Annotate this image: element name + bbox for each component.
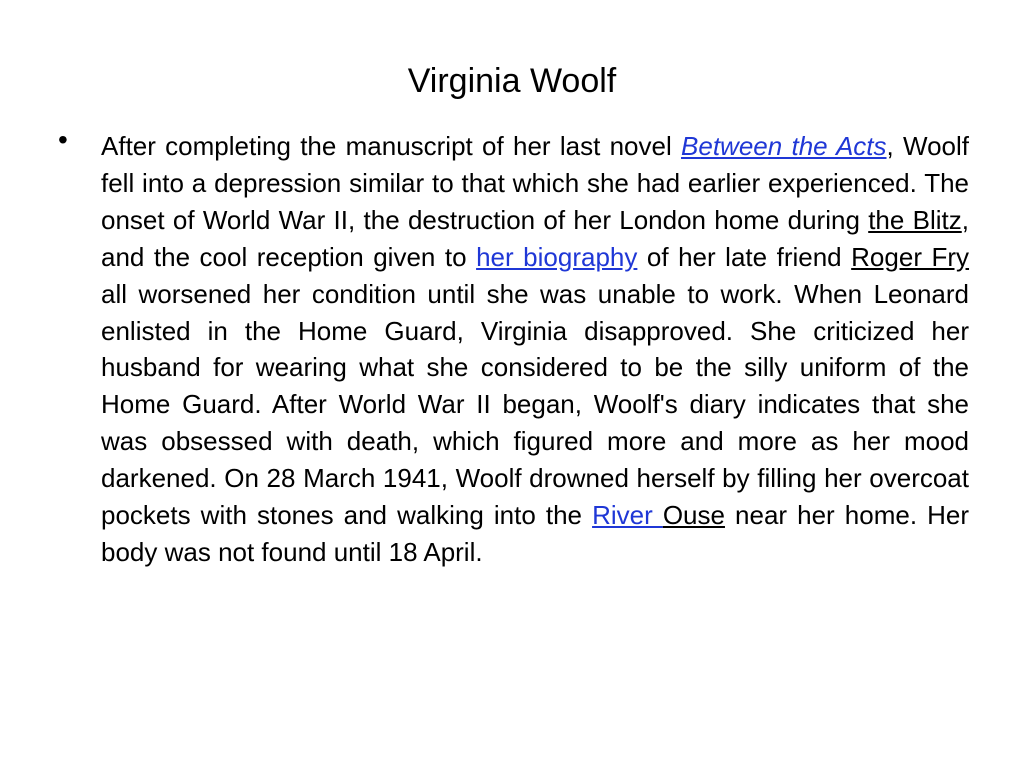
- link-roger-fry[interactable]: Roger Fry: [851, 241, 970, 272]
- bullet-marker: •: [58, 124, 68, 155]
- paragraph-text-4: of her late friend: [637, 241, 852, 272]
- link-her-biography[interactable]: her biography: [476, 241, 638, 272]
- slide-title: Virginia Woolf: [407, 62, 617, 100]
- link-the-blitz[interactable]: the Blitz: [868, 204, 962, 235]
- paragraph-text-6: near her home. Her body was not found until 18 April.: [101, 500, 970, 567]
- link-between-the-acts[interactable]: Between the Acts: [681, 131, 887, 161]
- paragraph-text-1: After completing the manuscript of her last novel: [101, 131, 682, 161]
- paragraph-text-5: all worsened her condition until she was unable to work. When Leonard enlisted in the Home Guard, Virginia disapproved. She criticized her husband for wearing what she considered to be the silly uniform of the Home Guard. After World War II began, Woolf's diary indicates that she was obsessed with death, which figured more and more as her mood darkened. On 28 March 1941, Woolf drowned herself by filling her overcoat pockets with stones and walking into the: [101, 278, 969, 531]
- link-ouse[interactable]: Ouse: [662, 500, 725, 531]
- paragraph-text-2: , Woolf fell into a depression similar to that which she had earlier experienced. The onset of World War II, the destruction of her London home during: [101, 131, 970, 235]
- link-river[interactable]: River: [592, 500, 663, 531]
- bullet-paragraph: [101, 128, 969, 571]
- paragraph-text-3: , and the cool reception given to: [101, 204, 969, 272]
